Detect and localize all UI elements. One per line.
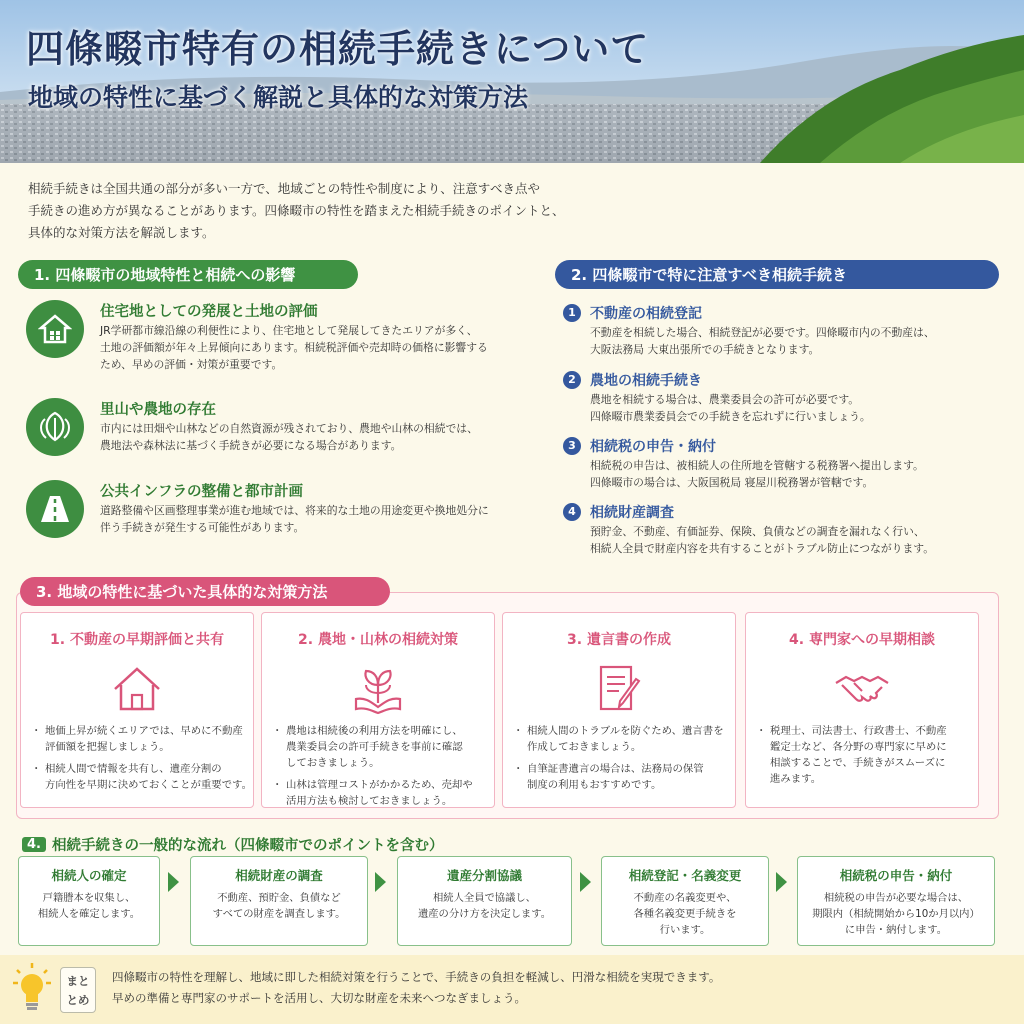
flow-step-text: 相続人全員で協議し、 — [433, 892, 536, 904]
intro-line: 手続きの進め方が異なることがあります。四條畷市の特性を踏まえた相続手続きのポイントと、 — [28, 203, 565, 218]
procedure-text: 相続人全員で財産内容を共有することがトラブル防止につながります。 — [590, 542, 934, 555]
flow-step — [797, 856, 995, 946]
flow-step-title: 相続登記・名義変更 — [628, 868, 742, 883]
sprout-icon — [348, 663, 408, 715]
measure-card — [261, 612, 495, 808]
flow-step-text: 各種名義変更手続きを — [633, 908, 737, 920]
flow-step-title: 相続人の確定 — [51, 868, 127, 883]
procedure-text: 不動産を相続した場合、相続登記が必要です。四條畷市内の不動産は、 — [590, 326, 935, 339]
lightbulb-icon — [12, 961, 52, 1017]
feature-title: 里山や農地の存在 — [100, 402, 216, 418]
bullet-line: 方向性を早期に決めておくことが重要です。 — [45, 779, 252, 791]
flow-arrow-icon — [776, 872, 787, 892]
measure-card — [20, 612, 254, 808]
flow-step — [601, 856, 769, 946]
feature-text: ため、早めの評価・対策が重要です。 — [100, 358, 283, 371]
feature-text: 土地の評価額が年々上昇傾向にあります。相続税評価や売却時の価格に影響する — [100, 341, 488, 354]
feature-text: JR学研都市線沿線の利便性により、住宅地として発展してきたエリアが多く、 — [100, 324, 478, 337]
feature-title: 住宅地としての発展と土地の評価 — [100, 304, 318, 320]
feature-text: 農地法や森林法に基づく手続きが必要になる場合があります。 — [100, 439, 402, 452]
bullet-line: 活用方法も検討しておきましょう。 — [286, 795, 453, 807]
bullet-line: 評価額を把握しましょう。 — [45, 741, 170, 753]
bullet-line: 相談することで、手続きがスムーズに — [770, 757, 946, 769]
bullet-line: 税理士、司法書士、行政書士、不動産 — [770, 725, 947, 737]
measure-card — [745, 612, 979, 808]
flow-step — [18, 856, 160, 946]
summary-bar — [0, 955, 1024, 1024]
card-title: 2. 農地・山林の相続対策 — [298, 632, 458, 648]
intro-line: 相続手続きは全国共通の部分が多い一方で、地域ごとの特性や制度により、注意すべき点や — [28, 181, 541, 196]
flow-step-text: 不動産の名義変更や、 — [633, 892, 737, 904]
step-number: 3 — [563, 437, 581, 455]
card-bullet — [517, 761, 729, 793]
procedure-title: 相続税の申告・納付 — [590, 439, 716, 455]
section4-title: 相続手続きの一般的な流れ（四條畷市でのポイントを含む） — [51, 838, 444, 854]
summary-text: 四條畷市の特性を理解し、地域に即した相続対策を行うことで、手続きの負担を軽減し、円滑な相続を実現できます。 — [112, 970, 721, 984]
card-title: 3. 遺言書の作成 — [567, 632, 671, 648]
card-bullet — [276, 723, 488, 771]
bullet-line: 鑑定士など、各分野の専門家に早めに — [770, 741, 947, 753]
card-title: 1. 不動産の早期評価と共有 — [50, 632, 224, 648]
flow-step-title: 相続財産の調査 — [235, 868, 323, 883]
handshake-icon — [832, 663, 892, 715]
road-icon — [26, 480, 84, 538]
flow-step-text: 行います。 — [659, 924, 711, 936]
feature-text: 道路整備や区画整理事業が進む地域では、将来的な土地の用途変更や換地処分に — [100, 504, 489, 517]
summary-badge — [60, 967, 96, 1013]
flow-arrow-icon — [375, 872, 386, 892]
card-bullet — [35, 761, 252, 793]
bullet-line: 進みます。 — [770, 773, 822, 785]
section1-heading: 1. 四條畷市の地域特性と相続への影響 — [18, 260, 358, 289]
procedure-text: 農地を相続する場合は、農業委員会の許可が必要です。 — [590, 393, 860, 406]
bullet-line: 相続人間のトラブルを防ぐため、遺言書を — [527, 725, 724, 737]
document-pen-icon — [589, 663, 649, 715]
section2-heading: 2. 四條畷市で特に注意すべき相続手続き — [555, 260, 999, 289]
bullet-line: 山林は管理コストがかかるため、売却や — [286, 779, 473, 791]
summary-text: 早めの準備と専門家のサポートを活用し、大切な財産を未来へつなぎましょう。 — [112, 991, 526, 1005]
flow-step-text: 期限内（相続開始から10か月以内） — [812, 908, 980, 920]
flow-step — [190, 856, 368, 946]
hero-banner — [0, 0, 1024, 163]
flow-step-text: 相続人を確定します。 — [37, 908, 141, 920]
intro-line: 具体的な対策方法を解説します。 — [28, 225, 215, 240]
section4-heading — [22, 834, 443, 855]
procedure-text: 大阪法務局 大東出張所での手続きとなります。 — [590, 343, 820, 356]
card-title: 4. 専門家への早期相談 — [789, 632, 935, 648]
bullet-line: 農地は相続後の利用方法を明確にし、 — [286, 725, 463, 737]
leaf-icon — [26, 398, 84, 456]
bullet-line: 作成しておきましょう。 — [527, 741, 642, 753]
flow-arrow-icon — [580, 872, 591, 892]
page-title: 四條畷市特有の相続手続きについて — [26, 26, 650, 71]
badge-line: まと — [66, 974, 90, 988]
flow-step-title: 遺産分割協議 — [446, 868, 522, 883]
procedure-text: 相続税の申告は、被相続人の住所地を管轄する税務署へ提出します。 — [590, 459, 924, 472]
flow-step-text: すべての財産を調査します。 — [212, 908, 346, 920]
section4-number: 4. — [22, 837, 46, 852]
flow-step — [397, 856, 572, 946]
feature-text: 市内には田畑や山林などの自然資源が残されており、農地や山林の相続では、 — [100, 422, 478, 435]
intro-text — [28, 178, 668, 244]
badge-line: とめ — [66, 993, 90, 1007]
bullet-line: 制度の利用もおすすめです。 — [527, 779, 662, 791]
measure-card — [502, 612, 736, 808]
step-number: 1 — [563, 304, 581, 322]
card-bullet — [760, 723, 972, 787]
procedure-text: 四條畷市の場合は、大阪国税局 寝屋川税務署が管轄です。 — [590, 476, 874, 489]
flow-step-text: 戸籍謄本を収集し、 — [42, 892, 136, 904]
card-bullet — [517, 723, 729, 755]
procedure-title: 相続財産調査 — [590, 505, 674, 521]
bullet-line: 地価上昇が続くエリアでは、早めに不動産 — [45, 725, 243, 737]
procedure-title: 不動産の相続登記 — [590, 306, 702, 322]
procedure-text: 預貯金、不動産、有価証券、保険、負債などの調査を漏れなく行い、 — [590, 525, 925, 538]
page-subtitle: 地域の特性に基づく解説と具体的な対策方法 — [28, 83, 529, 112]
procedure-title: 農地の相続手続き — [590, 373, 702, 389]
step-number: 2 — [563, 371, 581, 389]
bullet-line: 自筆証書遺言の場合は、法務局の保管 — [527, 763, 704, 775]
card-bullet — [35, 723, 247, 755]
section3-heading: 3. 地域の特性に基づいた具体的な対策方法 — [20, 577, 390, 606]
bullet-line: 農業委員会の許可手続きを事前に確認 — [286, 741, 463, 753]
flow-arrow-icon — [168, 872, 179, 892]
feature-text: 伴う手続きが発生する可能性があります。 — [100, 521, 305, 534]
bullet-line: 相続人間で情報を共有し、遺産分割の — [45, 763, 222, 775]
procedure-text: 四條畷市農業委員会での手続きを忘れずに行いましょう。 — [590, 410, 871, 423]
house-icon — [26, 300, 84, 358]
flow-step-text: 相続税の申告が必要な場合は、 — [823, 892, 969, 904]
card-bullet — [276, 777, 488, 809]
house-outline-icon — [107, 663, 167, 715]
flow-step-text: 遺産の分け方を決定します。 — [417, 908, 552, 920]
flow-step-text: に申告・納付します。 — [844, 924, 948, 936]
flow-step-text: 不動産、預貯金、負債など — [217, 892, 341, 904]
step-number: 4 — [563, 503, 581, 521]
bullet-line: しておきましょう。 — [286, 757, 380, 769]
flow-step-title: 相続税の申告・納付 — [839, 868, 953, 883]
feature-title: 公共インフラの整備と都市計画 — [100, 484, 303, 500]
